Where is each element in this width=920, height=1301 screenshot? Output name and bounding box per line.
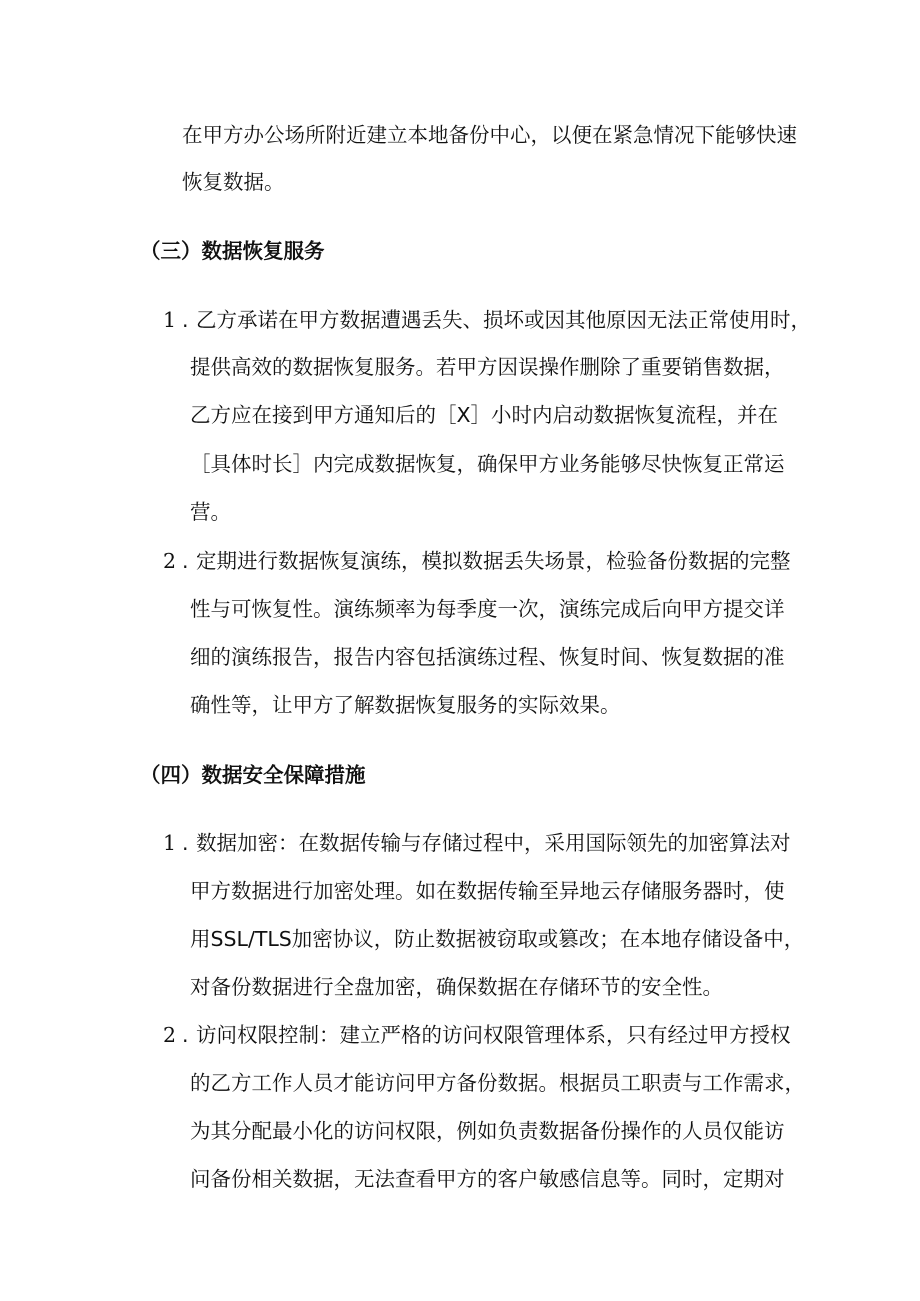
list-item-number: 1 xyxy=(163,308,177,332)
list-item-line: 营。 xyxy=(190,500,231,524)
list-item-dot: . xyxy=(182,1023,189,1047)
list-item-line: 的乙方工作人员才能访问甲方备份数据。根据员工职责与工作需求， xyxy=(190,1071,805,1095)
list-item-number: 2 xyxy=(163,549,177,573)
section-heading-data-security: （四）数据安全保障措施 xyxy=(140,763,366,787)
list-item-line: 甲方数据进行加密处理。如在数据传输至异地云存储服务器时，使 xyxy=(190,879,785,903)
list-item-dot: . xyxy=(182,308,189,332)
section-heading-data-recovery: （三）数据恢复服务 xyxy=(140,239,325,263)
list-item-number: 2 xyxy=(163,1023,177,1047)
list-item-line: 问备份相关数据，无法查看甲方的客户敏感信息等。同时，定期对 xyxy=(190,1167,785,1191)
list-item-number: 1 xyxy=(163,831,177,855)
intro-line-2: 恢复数据。 xyxy=(182,170,285,194)
list-item-line: 数据加密：在数据传输与存储过程中，采用国际领先的加密算法对 xyxy=(196,831,791,855)
list-item-dot: . xyxy=(182,831,189,855)
list-item-line: 为其分配最小化的访问权限，例如负责数据备份操作的人员仅能访 xyxy=(190,1119,785,1143)
list-item-line: 确性等，让甲方了解数据恢复服务的实际效果。 xyxy=(190,693,621,717)
list-item-line: 对备份数据进行全盘加密，确保数据在存储环节的安全性。 xyxy=(190,975,723,999)
list-item-line: 访问权限控制：建立严格的访问权限管理体系，只有经过甲方授权 xyxy=(196,1023,791,1047)
intro-line-1: 在甲方办公场所附近建立本地备份中心，以便在紧急情况下能够快速 xyxy=(182,123,797,147)
list-item-line: 性与可恢复性。演练频率为每季度一次，演练完成后向甲方提交详 xyxy=(190,597,785,621)
list-item-line: ［具体时长］内完成数据恢复，确保甲方业务能够尽快恢复正常运 xyxy=(190,452,785,476)
list-item-line: 用SSL/TLS加密协议，防止数据被窃取或篡改；在本地存储设备中， xyxy=(190,927,805,951)
list-item-line: 细的演练报告，报告内容包括演练过程、恢复时间、恢复数据的准 xyxy=(190,645,785,669)
list-item-line: 提供高效的数据恢复服务。若甲方因误操作删除了重要销售数据， xyxy=(190,355,785,379)
list-item-dot: . xyxy=(182,549,189,573)
list-item-line: 乙方应在接到甲方通知后的［X］小时内启动数据恢复流程，并在 xyxy=(190,403,779,427)
list-item-line: 定期进行数据恢复演练，模拟数据丢失场景，检验备份数据的完整 xyxy=(196,549,791,573)
list-item-line: 乙方承诺在甲方数据遭遇丢失、损坏或因其他原因无法正常使用时， xyxy=(196,308,811,332)
